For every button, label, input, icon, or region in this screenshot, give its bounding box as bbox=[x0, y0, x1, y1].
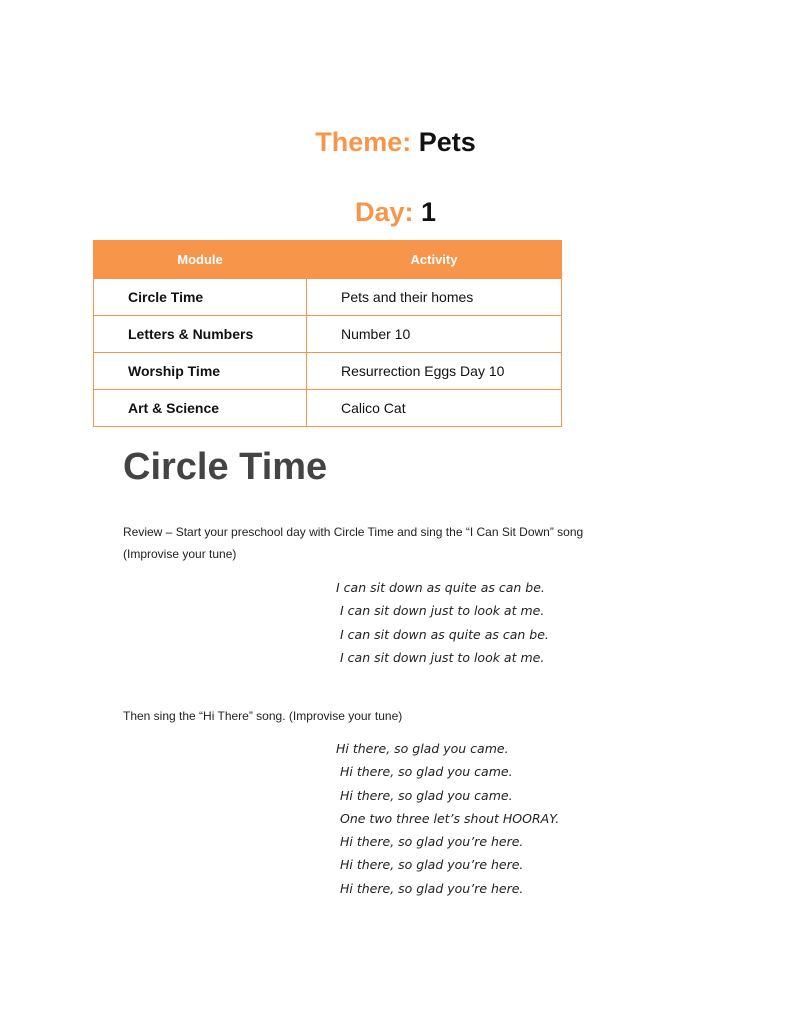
theme-value: Pets bbox=[418, 127, 476, 157]
lyric-line: I can sit down just to look at me. bbox=[340, 603, 545, 619]
lyric-line: Hi there, so glad you’re here. bbox=[340, 880, 524, 896]
module-cell: Worship Time bbox=[94, 353, 307, 390]
lyric-line: I can sit down as quite as can be. bbox=[336, 580, 545, 595]
lyric-line: Hi there, so glad you came. bbox=[340, 764, 513, 780]
lyric-line: Hi there, so glad you came. bbox=[336, 741, 509, 756]
lyric-line: I can sit down as quite as can be. bbox=[340, 626, 549, 642]
table-row bbox=[94, 316, 562, 353]
theme-heading bbox=[0, 126, 791, 158]
day-label: Day: bbox=[354, 197, 414, 227]
lyric-line: Hi there, so glad you’re here. bbox=[340, 834, 524, 850]
review-paragraph-line: Review – Start your preschool day with Circle Time and sing the “I Can Sit Down” song bbox=[123, 525, 584, 539]
module-activity-table bbox=[93, 240, 562, 427]
activity-cell: Number 10 bbox=[307, 316, 562, 353]
table-row bbox=[94, 353, 562, 390]
module-cell: Letters & Numbers bbox=[94, 316, 307, 353]
table-header-row bbox=[94, 241, 562, 279]
day-value: 1 bbox=[421, 197, 437, 227]
column-header-module: Module bbox=[94, 241, 307, 279]
theme-label: Theme: bbox=[315, 127, 412, 157]
activity-cell: Calico Cat bbox=[307, 390, 562, 427]
review-paragraph-line: (Improvise your tune) bbox=[123, 547, 237, 561]
lyric-line: One two three let’s shout HOORAY. bbox=[340, 810, 560, 826]
table-row bbox=[94, 279, 562, 316]
sit-down-song-lyrics bbox=[336, 576, 549, 669]
activity-cell: Resurrection Eggs Day 10 bbox=[307, 353, 562, 390]
hi-there-song-lyrics bbox=[336, 737, 559, 900]
hi-there-intro: Then sing the “Hi There” song. (Improvise your tune) bbox=[123, 709, 403, 723]
table-row bbox=[94, 390, 562, 427]
module-cell: Circle Time bbox=[94, 279, 307, 316]
lyric-line: I can sit down just to look at me. bbox=[340, 649, 545, 665]
day-heading bbox=[0, 196, 791, 228]
column-header-activity: Activity bbox=[307, 241, 562, 279]
activity-cell: Pets and their homes bbox=[307, 279, 562, 316]
module-cell: Art & Science bbox=[94, 390, 307, 427]
lyric-line: Hi there, so glad you’re here. bbox=[340, 857, 524, 873]
lyric-line: Hi there, so glad you came. bbox=[340, 787, 513, 803]
section-title: Circle Time bbox=[123, 446, 328, 488]
